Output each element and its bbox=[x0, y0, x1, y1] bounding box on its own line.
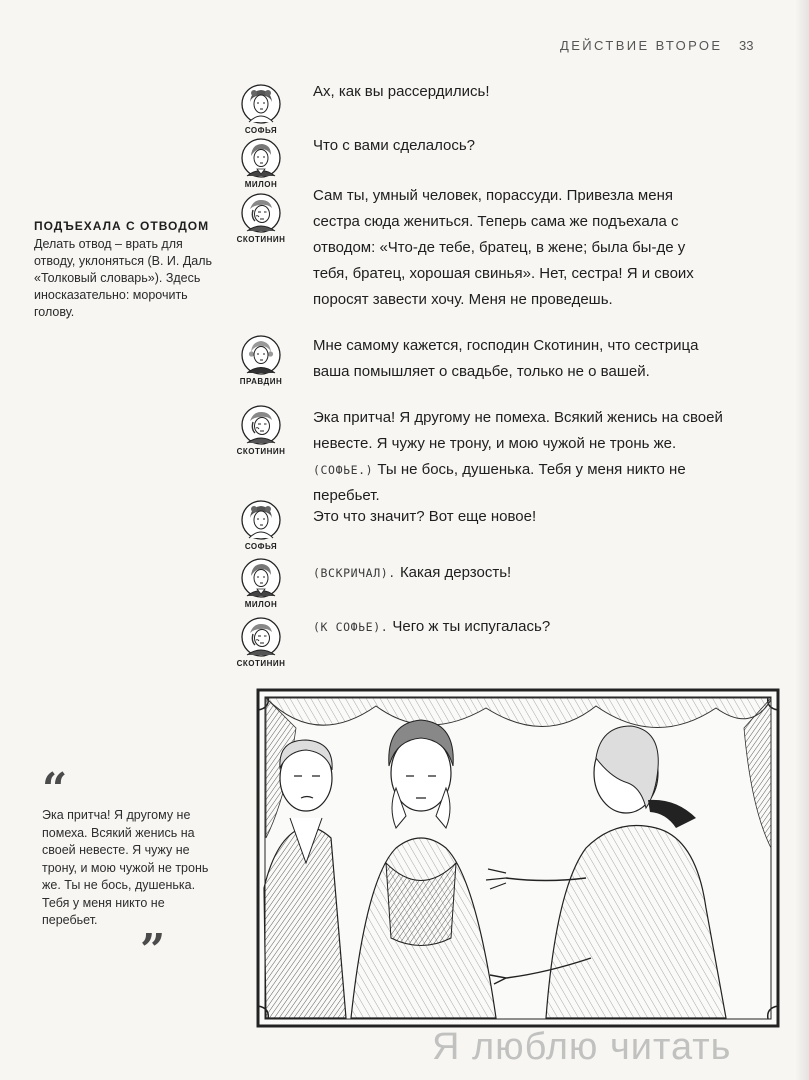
speech-text: Ты не бось, душенька. Тебя у меня никто не перебьет. bbox=[313, 461, 686, 504]
sofya-portrait-icon bbox=[240, 84, 282, 124]
speaker-portrait-skotinin bbox=[236, 617, 286, 668]
scene-illustration bbox=[256, 688, 780, 1028]
speaker-portrait-milon bbox=[240, 138, 282, 189]
page-number: 33 bbox=[739, 38, 754, 53]
speech-text: Чего ж ты испугалась? bbox=[392, 618, 551, 635]
running-head: ДЕЙСТВИЕ ВТОРОЕ bbox=[560, 38, 723, 53]
speaker-portrait-sofya bbox=[240, 500, 282, 551]
speaker-portrait-skotinin bbox=[236, 193, 286, 244]
speech-line: Сам ты, умный человек, порассуди. Привезла меня сестра сюда жениться. Теперь сама же подъехала с отводом: «Что-де тебе, братец, в жене; была бы-де у тебя, братец, хорошая свинья». Нет, сестра! Я и своих поросят завести хочу. Меня не проведешь. bbox=[313, 187, 694, 308]
skotinin-portrait-icon bbox=[240, 193, 282, 233]
page-fold-shadow bbox=[795, 0, 809, 1080]
speaker-portrait-skotinin bbox=[236, 405, 286, 456]
speech-line: Это что значит? Вот еще новое! bbox=[313, 508, 537, 525]
speaker-label: СКОТИНИН bbox=[236, 659, 286, 668]
milon-portrait-icon bbox=[240, 138, 282, 178]
speech-line bbox=[313, 560, 723, 586]
speaker-label: СОФЬЯ bbox=[244, 542, 278, 551]
glossary-note bbox=[34, 219, 224, 321]
speaker-label: МИЛОН bbox=[244, 600, 278, 609]
pravdin-portrait-icon bbox=[240, 335, 282, 375]
close-quote-icon: ” bbox=[140, 924, 166, 976]
speaker-label: СКОТИНИН bbox=[236, 235, 286, 244]
stage-direction: (К СОФЬЕ). bbox=[313, 620, 389, 634]
sofya-portrait-icon bbox=[240, 500, 282, 540]
skotinin-portrait-icon bbox=[240, 617, 282, 657]
skotinin-portrait-icon bbox=[240, 405, 282, 445]
speaker-portrait-milon bbox=[240, 558, 282, 609]
speaker-portrait-pravdin bbox=[240, 335, 282, 386]
speech-text: Эка притча! Я другому не помеха. Всякий женись на своей невесте. Я чужу не трону, и мою чужой не тронь же. bbox=[313, 409, 723, 452]
speech-line bbox=[313, 614, 723, 640]
speaker-label: МИЛОН bbox=[244, 180, 278, 189]
speaker-label: СОФЬЯ bbox=[244, 126, 278, 135]
glossary-term: ПОДЪЕХАЛА С ОТВОДОМ bbox=[34, 219, 210, 233]
milon-portrait-icon bbox=[240, 558, 282, 598]
speech-line: Мне самому кажется, господин Скотинин, что сестрица ваша помышляет о свадьбе, только не о вашей. bbox=[313, 337, 699, 380]
watermark: Я люблю читать bbox=[432, 1026, 732, 1068]
pull-quote bbox=[42, 764, 217, 976]
speech-text: Какая дерзость! bbox=[399, 564, 512, 581]
glossary-definition: Делать отвод – врать для отводу, уклоняться (В. И. Даль «Толковый словарь»). Здесь иносказательно: морочить голову. bbox=[34, 237, 213, 319]
speaker-label: СКОТИНИН bbox=[236, 447, 286, 456]
pull-quote-text: Эка притча! Я другому не помеха. Всякий женись на своей невесте. Я чужу не трону, и мою чужой не тронь же. Ты не бось, душенька. Тебя у меня никто не перебьет. bbox=[42, 808, 209, 927]
speech-line: Ах, как вы рассердились! bbox=[313, 83, 490, 100]
stage-direction: (СОФЬЕ.) bbox=[313, 463, 374, 477]
speech-line: Что с вами сделалось? bbox=[313, 137, 475, 154]
stage-direction: (ВСКРИЧАЛ). bbox=[313, 566, 396, 580]
speaker-portrait-sofya bbox=[240, 84, 282, 135]
speaker-label: ПРАВДИН bbox=[239, 377, 283, 386]
open-quote-icon: “ bbox=[42, 764, 68, 815]
speech-line bbox=[313, 405, 723, 509]
